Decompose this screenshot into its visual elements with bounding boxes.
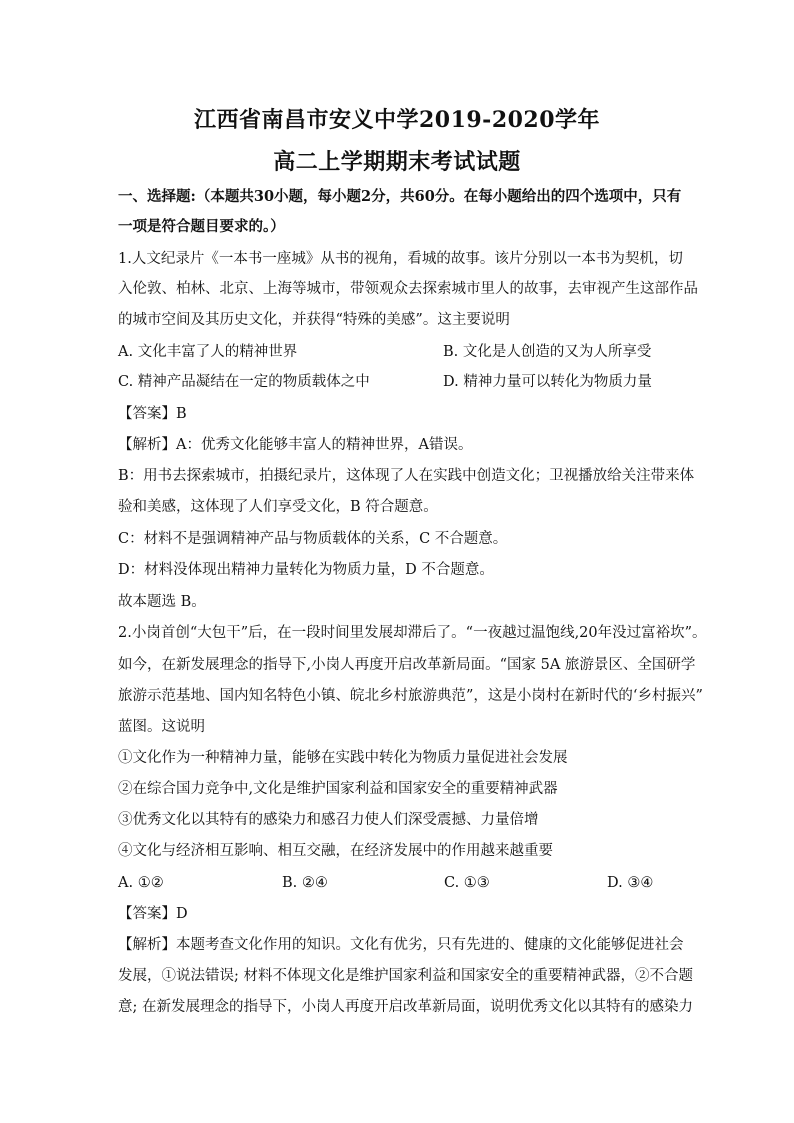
section-heading-line-2: 一项是符合题目要求的。） (118, 218, 285, 235)
q2-statement: ①文化作为一种精神力量，能够在实践中转化为物质力量促进社会发展 (118, 750, 568, 766)
q2-stem-line: 2.小岗首创“大包干”后，在一段时间里发展却滞后了。“一夜越过温饱线,20年没过富裕坎”。 (118, 625, 707, 641)
section-heading-line-1: 一、选择题:（本题共30小题，每小题2分，共60分。在每小题给出的四个选项中，只有 (118, 188, 682, 205)
q2-stem-line: 如今，在新发展理念的指导下,小岗人再度开启改革新局面。“国家 5A 旅游景区、全国研学 (118, 657, 696, 673)
q2-statement: ③优秀文化以其特有的感染力和感召力使人们深受震撼、力量倍增 (118, 812, 539, 828)
q2-statement: ④文化与经济相互影响、相互交融，在经济发展中的作用越来越重要 (118, 843, 553, 859)
q1-conclusion: 故本题选 B。 (118, 594, 206, 610)
q2-analysis-line: 发展，①说法错误; 材料不体现文化是维护国家利益和国家安全的重要精神武器，②不合题 (118, 968, 693, 984)
q2-option-c: C. ①③ (444, 875, 490, 891)
q1-option-c: C. 精神产品凝结在一定的物质载体之中 (118, 374, 370, 390)
q1-stem-line: 入伦敦、柏林、北京、上海等城市，带领观众去探索城市里人的故事，去审视产生这部作品 (118, 281, 698, 297)
q1-option-b: B. 文化是人创造的又为人所享受 (443, 344, 652, 360)
q2-option-a: A. ①② (118, 875, 164, 891)
q1-analysis-line: D：材料没体现出精神力量转化为物质力量，D 不合题意。 (118, 562, 494, 578)
q2-stem-line: 旅游示范基地、国内知名特色小镇、皖北乡村旅游典范”，这是小岗村在新时代的‘乡村振兴” (118, 688, 703, 704)
title-line-1: 江西省南昌市安义中学2019-2020学年 (193, 107, 601, 133)
q1-option-d: D. 精神力量可以转化为物质力量 (443, 374, 652, 390)
q1-analysis-line: B：用书去探索城市，拍摄纪录片，这体现了人在实践中创造文化；卫视播放给关注带来体 (118, 468, 695, 484)
q2-option-d: D. ③④ (607, 875, 654, 891)
q2-statement: ②在综合国力竞争中,文化是维护国家利益和国家安全的重要精神武器 (118, 781, 558, 797)
q2-answer: 【答案】D (118, 906, 188, 922)
q2-analysis-line: 意; 在新发展理念的指导下，小岗人再度开启改革新局面，说明优秀文化以其特有的感染力 (118, 999, 693, 1015)
q1-answer: 【答案】B (118, 406, 187, 422)
q1-analysis-line: 验和美感，这体现了人们享受文化，B 符合题意。 (118, 499, 438, 515)
q1-option-a: A. 文化丰富了人的精神世界 (118, 344, 298, 360)
q1-analysis-line: 【解析】A：优秀文化能够丰富人的精神世界，A错误。 (118, 437, 473, 453)
q1-analysis-line: C：材料不是强调精神产品与物质载体的关系，C 不合题意。 (118, 531, 508, 547)
q2-option-b: B. ②④ (282, 875, 328, 891)
q1-stem-line: 1.人文纪录片《一本书一座城》从书的视角，看城的故事。该片分别以一本书为契机，切 (118, 251, 683, 267)
q2-stem-line: 蓝图。这说明 (118, 719, 205, 735)
q1-stem-line: 的城市空间及其历史文化，并获得“特殊的美感”。这主要说明 (118, 312, 510, 328)
title-line-2: 高二上学期期末考试试题 (273, 149, 521, 175)
q2-analysis-line: 【解析】本题考查文化作用的知识。文化有优劣，只有先进的、健康的文化能够促进社会 (118, 937, 684, 953)
